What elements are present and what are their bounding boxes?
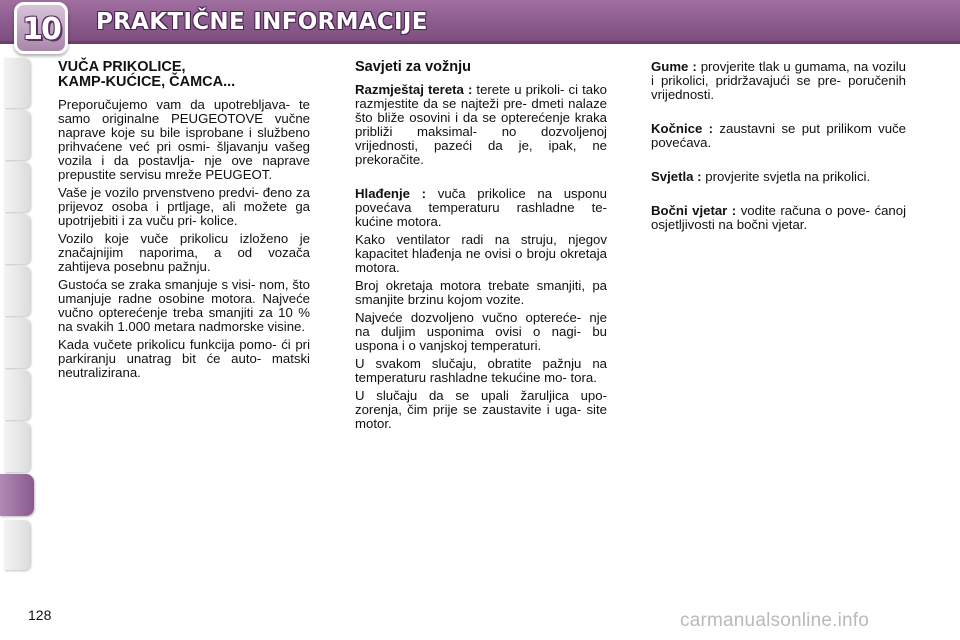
paragraph: Kada vučete prikolicu funkcija pomo- ći pri parkiranju unatrag bit će auto- matski neutralizirana.	[58, 337, 310, 380]
section-heading-towing: VUČA PRIKOLICE, KAMP-KUĆICE, ČAMCA...	[58, 59, 236, 90]
chapter-tab-active[interactable]	[0, 474, 34, 516]
paragraph: Kako ventilator radi na struju, njegov kapacitet hlađenja ne ovisi o broju okretaja motora.	[355, 232, 607, 275]
paragraph-cooling: Hlađenje : vuča prikolice na usponu povećava temperaturu rashladne te- kućine motora.	[355, 186, 607, 229]
watermark: carmanualsonline.info	[680, 610, 870, 631]
paragraph: U slučaju da se upali žaruljica upo- zorenja, čim prije se zaustavite i uga- site motor.	[355, 388, 607, 431]
chapter-tab-1[interactable]	[4, 58, 30, 108]
paragraph: Gustoća se zraka smanjuje s visi- nom, što umanjuje radne osobine motora. Najveće vučno opterećenje treba smanjiti za 10 % na svakih 1.000 metara nadmorske visine.	[58, 277, 310, 334]
chapter-tab-3[interactable]	[4, 162, 30, 212]
page-number: 128	[28, 607, 52, 623]
column-driving-advice	[355, 60, 607, 435]
paragraph-load-distribution: Razmještaj tereta : terete u prikoli- ci tako razmjestite da se najteži pre- dmeti nalaze što bliže osovini i da se opterećenje kraka približi maksimal- no dozvoljenoj vrijednosti, pazeći da je, ipak, ne prekoračite.	[355, 82, 607, 167]
column-checks	[651, 60, 906, 252]
paragraph-lights: Svjetla : provjerite svjetla na prikolici.	[651, 169, 871, 184]
chapter-tab-5[interactable]	[4, 266, 30, 316]
section-heading-driving-advice: Savjeti za vožnju	[355, 59, 472, 75]
paragraph-tyres: Gume : provjerite tlak u gumama, na vozilu i prikolici, pridržavajući se pre- poručenih vrijednosti.	[651, 59, 906, 102]
chapter-badge	[14, 2, 68, 54]
chapter-tab-10[interactable]	[4, 520, 30, 570]
chapter-number: 10	[22, 12, 60, 47]
column-towing	[58, 60, 310, 384]
chapter-header	[0, 0, 960, 47]
paragraph: Broj okretaja motora trebate smanjiti, pa smanjite brzinu kojom vozite.	[355, 278, 607, 307]
chapter-title: PRAKTIČNE INFORMACIJE	[96, 9, 428, 35]
paragraph: Vaše je vozilo prvenstveno predvi- đeno za prijevoz osoba i prtljage, ali možete ga upotrijebiti i za vuču pri- kolice.	[58, 185, 310, 228]
paragraph: U svakom slučaju, obratite pažnju na temperaturu rashladne tekućine mo- tora.	[355, 356, 607, 385]
paragraph-side-wind: Bočni vjetar : vodite računa o pove- ćanoj osjetljivosti na bočni vjetar.	[651, 203, 907, 232]
chapter-tab-2[interactable]	[4, 110, 30, 160]
paragraph-brakes: Kočnice : zaustavni se put prilikom vuče povećava.	[651, 121, 907, 150]
chapter-tab-4[interactable]	[4, 214, 30, 264]
chapter-tab-6[interactable]	[4, 318, 30, 368]
chapter-tab-8[interactable]	[4, 422, 30, 472]
paragraph: Najveće dozvoljeno vučno optereće- nje na duljim usponima ovisi o nagi- bu uspona i o vanjskoj temperaturi.	[355, 310, 607, 353]
chapter-tabs	[0, 58, 40, 578]
paragraph: Preporučujemo vam da upotrebljava- te samo originalne PEUGEOTOVE vučne naprave koje su bile isprobane i službeno prihvaćene već pri osmi- šljavanju vašeg vozila i da postavlja- nje ove naprave prepustite servisu mreže PEUGEOT.	[58, 97, 310, 182]
paragraph: Vozilo koje vuče prikolicu izloženo je značajnijim naporima, a od vozača zahtijeva posebnu pažnju.	[58, 231, 310, 274]
chapter-tab-7[interactable]	[4, 370, 30, 420]
